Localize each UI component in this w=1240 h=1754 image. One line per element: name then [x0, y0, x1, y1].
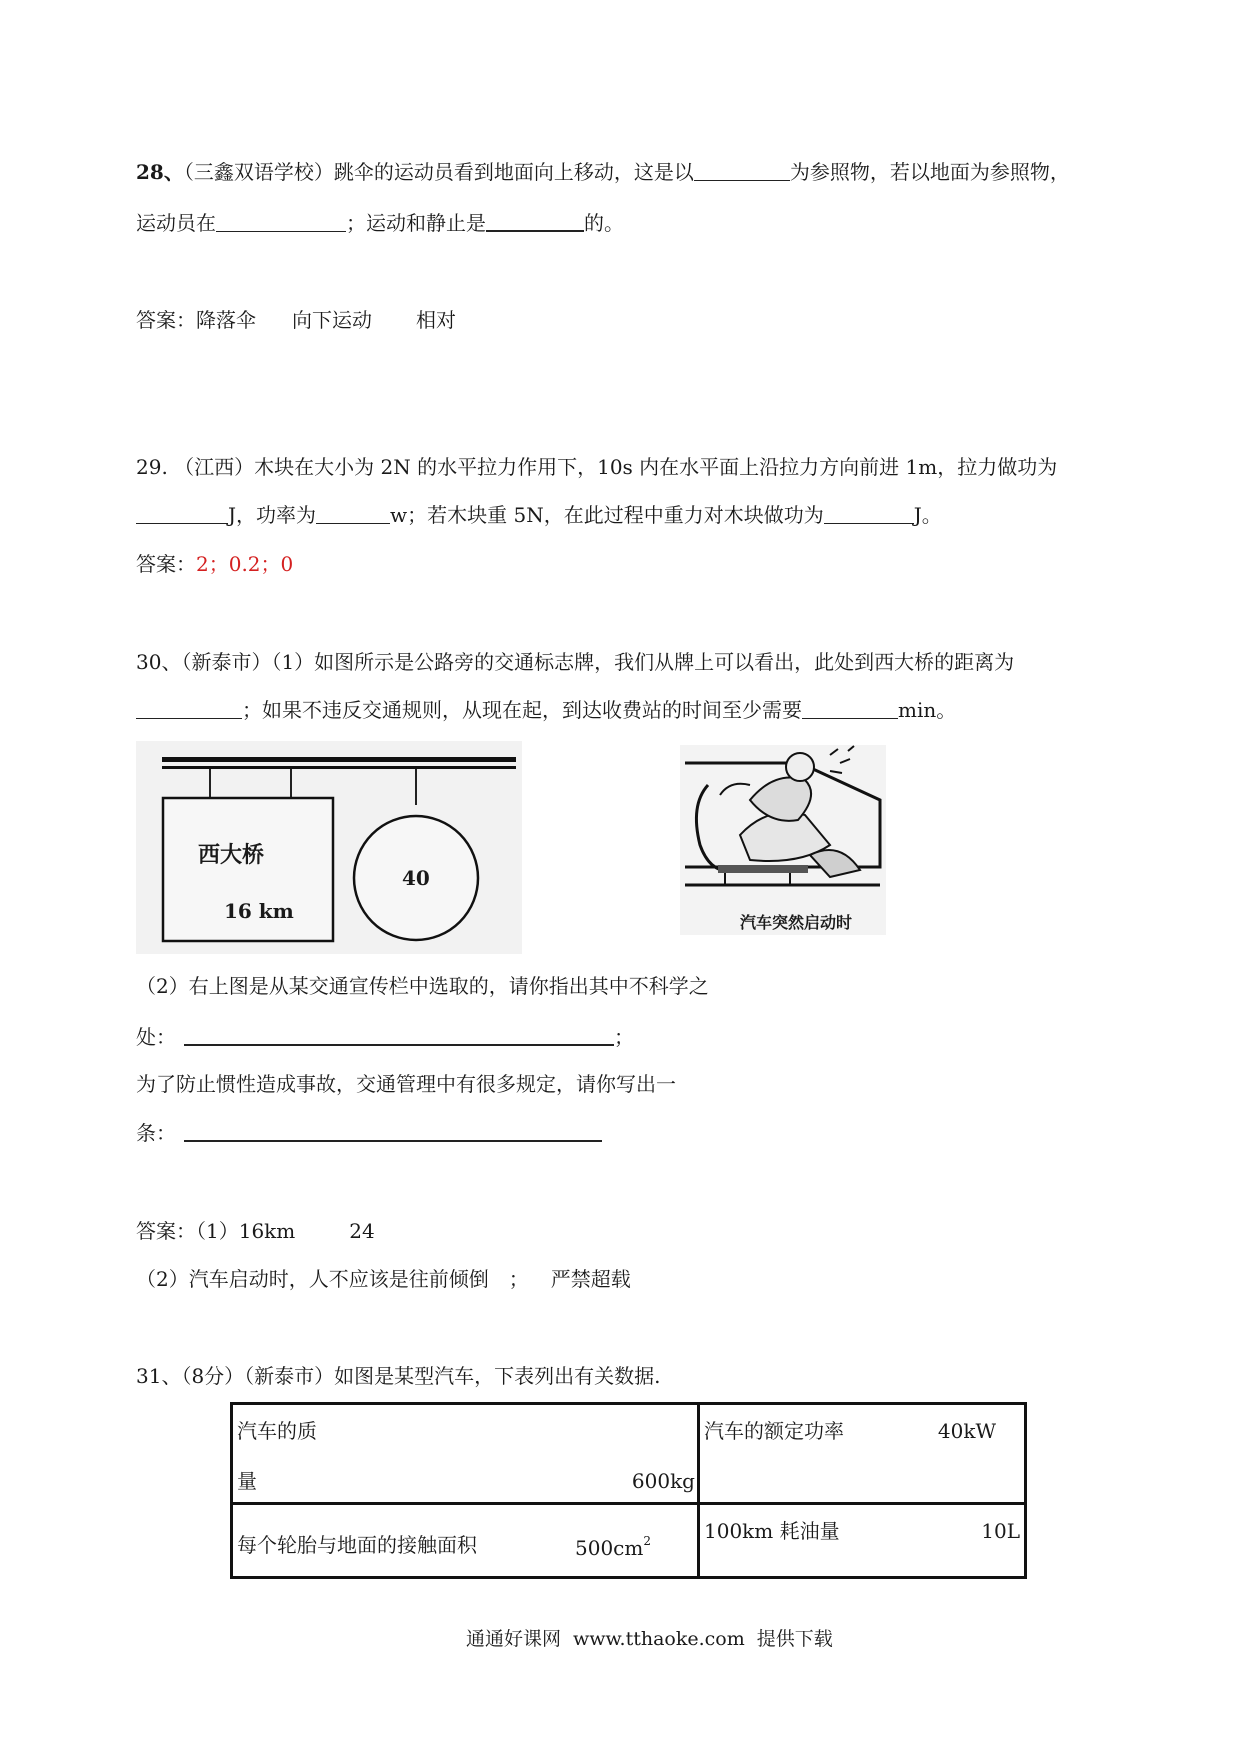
q30-blank-3[interactable]: [184, 1026, 614, 1046]
fuel-consumption-label: 100km 耗油量: [704, 1519, 840, 1543]
q28-answer: [136, 310, 456, 330]
q30-part2-label2: 条：: [136, 1121, 176, 1145]
q28-text-b: 为参照物，若以地面为参照物，: [789, 160, 1070, 184]
q30-line2: [136, 700, 956, 720]
rated-power-value: 40kW: [937, 1419, 996, 1443]
sign-distance: 16 km: [224, 899, 294, 923]
sign-place-name: 西大桥: [198, 842, 265, 868]
q30-blank-2[interactable]: [802, 700, 898, 719]
q30-part2-line2: [136, 1026, 634, 1047]
rated-power-label: 汽车的额定功率: [704, 1419, 844, 1443]
tire-area-exponent: 2: [643, 1534, 651, 1548]
footer-suffix: 提供下载: [756, 1628, 833, 1650]
q28-blank-2[interactable]: [216, 213, 346, 232]
q29-line1: 29. （江西）木块在大小为 2N 的水平拉力作用下，10s 内在水平面上沿拉力方向前进 1m，拉力做功为: [136, 455, 1058, 479]
fuel-consumption-value: 10L: [981, 1519, 1020, 1543]
q28-answer-3: 相对: [416, 308, 456, 332]
q28-text-c: 运动员在: [136, 211, 216, 235]
q30-answer-label: 答案：: [136, 1219, 196, 1243]
q30-answer-2c: 严禁超载: [550, 1267, 631, 1291]
q28-text-a: （三鑫双语学校）跳伞的运动员看到地面向上移动，这是以: [183, 160, 694, 184]
tire-area-label: 每个轮胎与地面的接触面积: [237, 1533, 477, 1557]
q30-part2-label: 处：: [136, 1025, 176, 1049]
traffic-sign-illustration: [136, 741, 522, 954]
cell-rated-power: [699, 1404, 1026, 1504]
q29-text-b: w；若木块重 5N，在此过程中重力对木块做功为: [390, 503, 824, 527]
page-footer: [466, 1630, 833, 1649]
q30-answer-1a: （1）16km: [196, 1219, 296, 1243]
q30-answer-line2: [136, 1269, 631, 1289]
q29-blank-1[interactable]: [136, 505, 228, 524]
q28-answer-2: 向下运动: [292, 308, 372, 332]
q30-answer-line1: [136, 1221, 375, 1241]
q29-blank-2[interactable]: [316, 505, 390, 524]
q29-answer: [136, 554, 293, 574]
q29-blank-3[interactable]: [824, 505, 914, 524]
cell-fuel-consumption: [699, 1504, 1026, 1578]
q28-answer-1: 降落伞: [196, 308, 256, 332]
car-mass-label-a: 汽车的质: [237, 1419, 317, 1443]
q30-answer-1b: 24: [349, 1219, 375, 1243]
q29-text-c: J。: [913, 503, 942, 527]
q28-blank-1[interactable]: [694, 162, 790, 181]
q30-text-b: min。: [898, 698, 957, 722]
q30-line1: 30、（新泰市）（1）如图所示是公路旁的交通标志牌，我们从牌上可以看出，此处到西大桥的距离为: [136, 650, 1015, 674]
cartoon-caption: 汽车突然启动时: [740, 913, 853, 932]
q30-answer-2b: ；: [508, 1267, 529, 1291]
q29-text-a: J，功率为: [228, 503, 317, 527]
q30-part2-line3: 为了防止惯性造成事故，交通管理中有很多规定，请你写出一: [136, 1072, 676, 1096]
car-data-table: [230, 1402, 1027, 1579]
q30-text-a: ；如果不违反交通规则，从现在起，到达收费站的时间至少需要: [242, 698, 802, 722]
q30-answer-2a: （2）汽车启动时，人不应该是往前倾倒: [136, 1267, 489, 1291]
q28-line2: [136, 212, 624, 233]
q30-part2-semicolon: ；: [614, 1025, 634, 1049]
q31-line1: 31、（8分）（新泰市）如图是某型汽车，下表列出有关数据.: [136, 1364, 661, 1388]
tire-area-value: $500cm^2$: [575, 1534, 651, 1560]
q30-blank-1[interactable]: [136, 700, 242, 719]
car-mass-label-b: 量: [237, 1469, 257, 1493]
q30-part2-line4: [136, 1122, 602, 1143]
footer-site-name: 通通好课网: [466, 1628, 562, 1650]
q30-blank-4[interactable]: [184, 1122, 602, 1142]
car-start-cartoon: [680, 745, 886, 935]
q28-line1: [136, 162, 1070, 182]
cell-car-mass: [232, 1404, 699, 1504]
q30-part2-line1: （2）右上图是从某交通宣传栏中选取的，请你指出其中不科学之: [136, 974, 709, 998]
car-start-illustration: [680, 745, 886, 905]
q28-blank-3[interactable]: [486, 212, 584, 232]
car-mass-value: 600kg: [631, 1469, 695, 1493]
cell-tire-contact-area: [232, 1504, 699, 1578]
footer-url[interactable]: www.tthaoke.com: [573, 1628, 745, 1650]
q28-number: 28、: [136, 160, 184, 184]
table-row: [232, 1504, 1026, 1578]
q28-text-e: 的。: [584, 211, 624, 235]
q29-answer-value: 2；0.2；0: [196, 552, 294, 576]
table-row: [232, 1404, 1026, 1504]
traffic-sign-figure: [136, 741, 522, 954]
sign-speed-limit: 40: [402, 866, 430, 890]
q29-answer-label: 答案：: [136, 552, 196, 576]
q29-line2: [136, 505, 942, 525]
q28-text-d: ；运动和静止是: [346, 211, 486, 235]
q28-answer-label: 答案：: [136, 308, 196, 332]
